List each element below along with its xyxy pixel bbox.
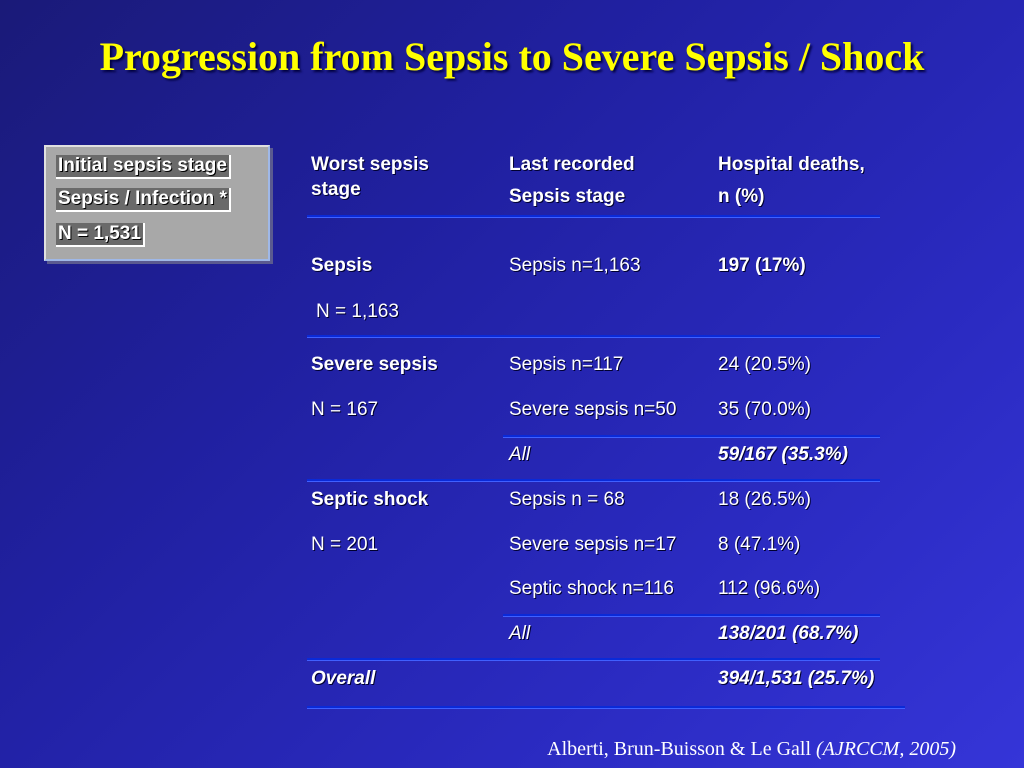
row-sepsis-stage: Sepsis — [311, 255, 373, 276]
initial-stage-label: Initial sepsis stage — [56, 155, 231, 179]
row-severe-all-deaths: 59/167 (35.3%) — [718, 444, 848, 465]
row-shock-last1: Sepsis n = 68 — [509, 489, 625, 510]
citation-authors: Alberti, Brun-Buisson & Le Gall — [547, 738, 817, 760]
header-deaths-line2: n (%) — [718, 186, 765, 207]
header-worst-stage-line2: stage — [311, 179, 361, 200]
row-shock-last3: Septic shock n=116 — [509, 578, 674, 599]
severe-rule — [307, 479, 880, 481]
citation-journal: (AJRCCM, 2005) — [816, 738, 956, 760]
sepsis-rule — [307, 335, 880, 337]
row-severe-last2: Severe sepsis n=50 — [509, 399, 677, 420]
shock-subtotal-rule — [503, 614, 880, 616]
row-severe-deaths1: 24 (20.5%) — [718, 354, 811, 375]
row-severe-stage: Severe sepsis — [311, 354, 438, 375]
initial-stage-box — [44, 145, 270, 261]
row-overall-label: Overall — [311, 668, 376, 689]
slide-title: Progression from Sepsis to Severe Sepsis / Shock — [99, 34, 925, 79]
row-shock-all-label: All — [509, 623, 531, 644]
header-deaths-line1: Hospital deaths, — [718, 154, 865, 175]
row-shock-n: N = 201 — [311, 534, 379, 555]
header-rule — [307, 215, 880, 217]
row-sepsis-n: N = 1,163 — [316, 301, 399, 322]
header-last-recorded-line1: Last recorded — [509, 154, 635, 175]
row-overall-deaths: 394/1,531 (25.7%) — [718, 668, 875, 689]
row-shock-all-deaths: 138/201 (68.7%) — [718, 623, 859, 644]
infection-label: Sepsis / Infection * — [56, 188, 231, 212]
header-last-recorded-line2: Sepsis stage — [509, 186, 626, 207]
row-severe-deaths2: 35 (70.0%) — [718, 399, 811, 420]
citation — [547, 738, 956, 761]
severe-subtotal-rule — [503, 435, 880, 437]
row-sepsis-deaths: 197 (17%) — [718, 255, 806, 276]
row-shock-stage: Septic shock — [311, 489, 429, 510]
row-severe-all-label: All — [509, 444, 531, 465]
row-sepsis-last: Sepsis n=1,163 — [509, 255, 641, 276]
row-shock-deaths2: 8 (47.1%) — [718, 534, 801, 555]
total-n-label: N = 1,531 — [56, 223, 145, 247]
shock-rule — [307, 658, 880, 660]
row-shock-last2: Severe sepsis n=17 — [509, 534, 677, 555]
header-worst-stage-line1: Worst sepsis — [311, 154, 429, 175]
bottom-rule — [307, 706, 905, 708]
row-shock-deaths3: 112 (96.6%) — [718, 578, 821, 599]
row-severe-last1: Sepsis n=117 — [509, 354, 624, 375]
row-severe-n: N = 167 — [311, 399, 379, 420]
row-shock-deaths1: 18 (26.5%) — [718, 489, 811, 510]
